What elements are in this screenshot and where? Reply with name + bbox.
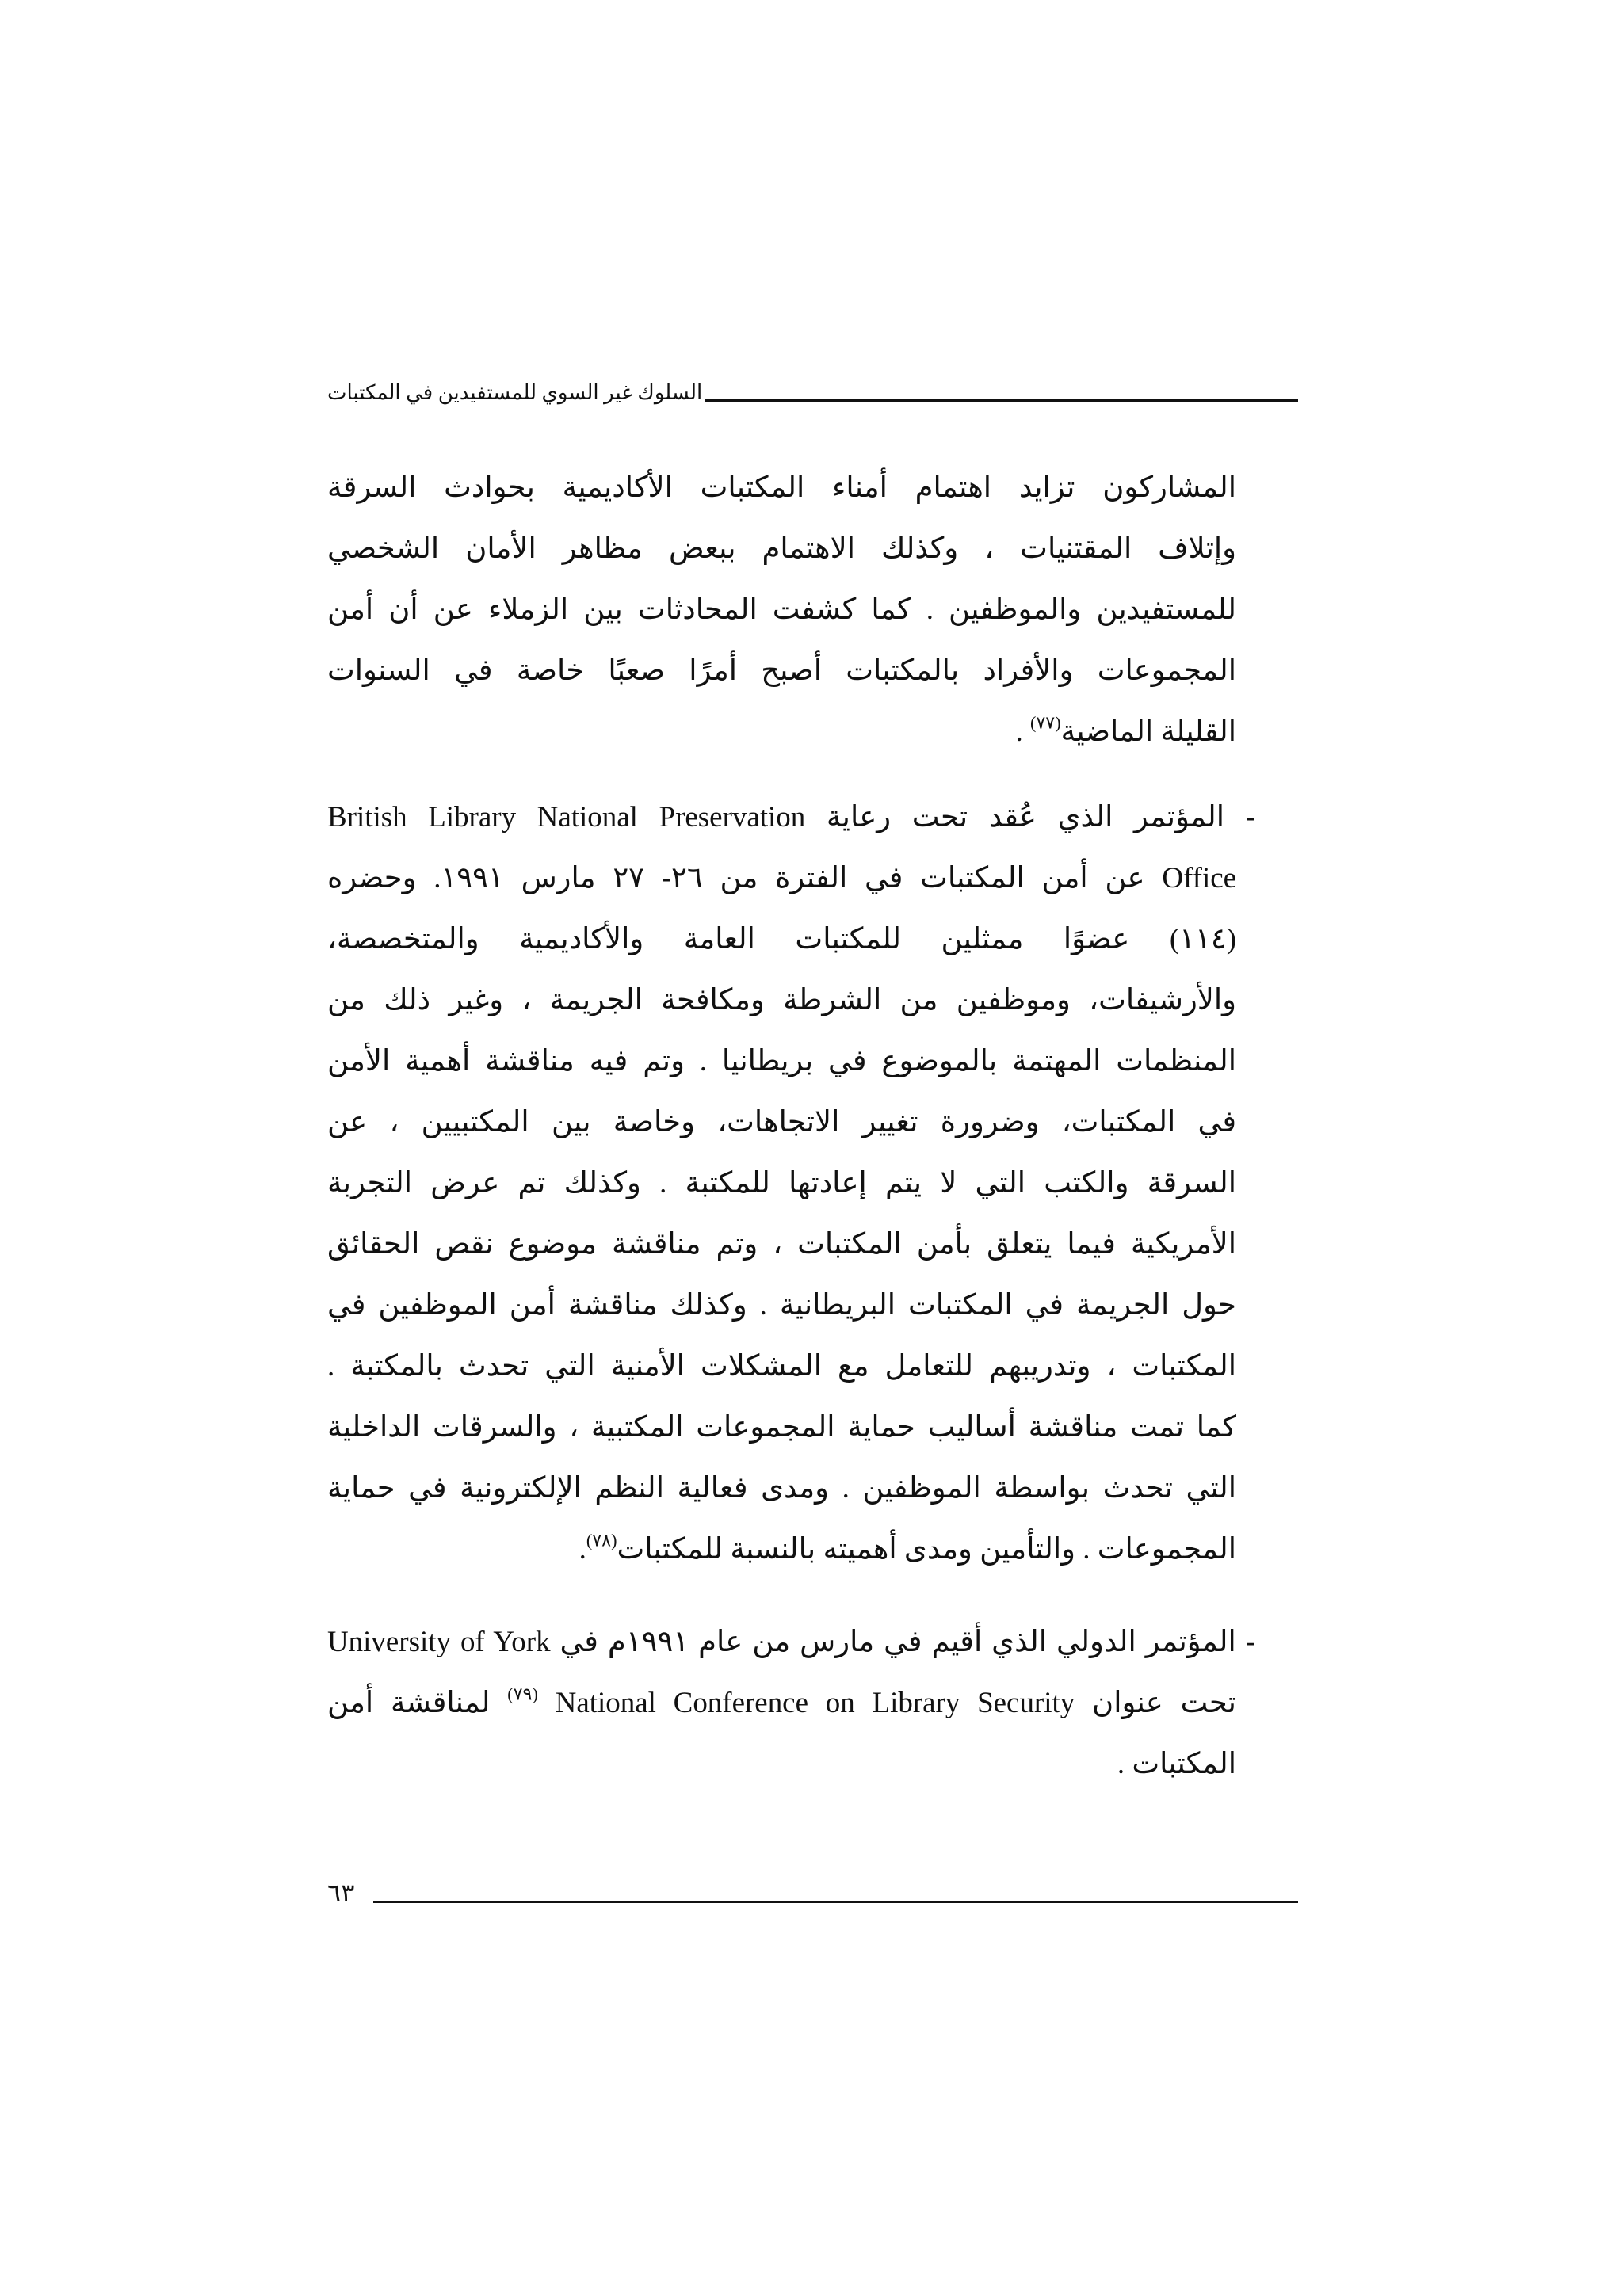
text-line [327,1396,1236,1457]
paragraph [327,786,1255,1579]
line-content [327,1105,1236,1138]
line-content [579,1532,1236,1565]
line-text: التي تحدث بواسطة الموظفين . ومدى فعالية النظم الإلكترونية في حماية [327,1471,1236,1504]
running-header-title: السلوك غير السوي للمستفيدين في المكتبات [327,381,703,404]
line-text: القليلة الماضية [1060,715,1236,747]
text-line [327,786,1255,847]
line-text: المشاركون تزايد اهتمام أمناء المكتبات الأكاديمية بحوادث السرقة [327,471,1236,503]
text-line [327,700,1236,761]
line-content [327,1044,1236,1077]
text-line [327,1335,1236,1396]
line-content [327,532,1236,564]
text-line [327,517,1236,578]
line-text: للمستفيدين والموظفين . كما كشفت المحادثات بين الزملاء عن أن أمن [327,593,1236,625]
line-text: المجموعات والأفراد بالمكتبات أصبح أمرًا صعبًا خاصة في السنوات [327,654,1236,686]
text-line [327,1733,1236,1794]
line-text: والأرشيفات، وموظفين من الشرطة ومكافحة الجريمة ، وغير ذلك من [327,983,1236,1016]
text-line [327,1457,1236,1518]
line-text: الأمريكية فيما يتعلق بأمن المكتبات ، وتم مناقشة موضوع نقص الحقائق [327,1227,1236,1260]
footnote-ref: (٧٨) [586,1530,617,1550]
body-text [327,0,1255,2296]
line-text: المنظمات المهتمة بالموضوع في بريطانيا . وتم فيه مناقشة أهمية الأمن [327,1044,1236,1077]
text-line [327,1091,1236,1152]
text-line [327,1213,1236,1274]
line-text: (١١٤) عضوًا ممثلين للمكتبات العامة والأكاديمية والمتخصصة، [327,922,1236,955]
line-tail: . [1015,715,1031,747]
text-line [327,1672,1236,1733]
line-content [327,1288,1236,1321]
footnote-ref: (٧٩) [507,1684,538,1704]
line-content [327,1625,1255,1657]
line-content [327,471,1236,503]
line-content [1117,1747,1236,1779]
line-content [327,922,1236,955]
line-content [327,593,1236,625]
line-content [327,1166,1236,1199]
paragraph [327,456,1236,761]
line-text: المكتبات . [1117,1747,1236,1779]
line-text: - المؤتمر الدولي الذي أقيم في مارس من عام ١٩٩١م في University of York [327,1625,1255,1657]
text-line [327,578,1236,639]
line-text: - المؤتمر الذي عُقد تحت رعاية British Library National Preservation [327,800,1255,833]
line-content [327,861,1236,894]
text-line [327,456,1236,517]
text-line [327,908,1236,969]
line-text: السرقة والكتب التي لا يتم إعادتها للمكتبة . وكذلك تم عرض التجربة [327,1166,1236,1199]
text-line [327,639,1236,700]
line-tail: . [579,1532,586,1565]
line-text: تحت عنوان National Conference on Library Security [537,1686,1236,1718]
line-text: Office عن أمن المكتبات في الفترة من ٢٦- ٢٧ مارس ١٩٩١. وحضره [327,861,1237,894]
text-line [327,969,1236,1030]
line-content [327,1686,1236,1718]
line-content [327,983,1236,1016]
line-content [327,800,1255,833]
footer-rule [373,1901,1298,1903]
page-number: ٦٣ [327,1878,355,1907]
line-text: كما تمت مناقشة أساليب حماية المجموعات المكتبية ، والسرقات الداخلية [327,1410,1236,1443]
line-text: المجموعات . والتأمين ومدى أهميته بالنسبة للمكتبات [617,1532,1236,1565]
text-line [327,1274,1236,1335]
line-tail: لمناقشة أمن [327,1686,508,1718]
line-content [327,1410,1236,1443]
text-line [327,847,1236,908]
text-line [327,1030,1236,1091]
line-text: المكتبات ، وتدريبهم للتعامل مع المشكلات الأمنية التي تحدث بالمكتبة . [327,1349,1236,1382]
line-content [327,654,1236,686]
text-line [327,1518,1236,1579]
line-text: في المكتبات، وضرورة تغيير الاتجاهات، وخاصة بين المكتبيين ، عن [327,1105,1236,1138]
footnote-ref: (٧٧) [1030,712,1061,733]
page-footer [327,1875,1298,1911]
line-content [1015,712,1236,747]
line-content [327,1349,1236,1382]
line-text: حول الجريمة في المكتبات البريطانية . وكذلك مناقشة أمن الموظفين في [327,1288,1236,1321]
line-content [327,1471,1236,1504]
paragraph [327,1611,1255,1794]
text-line [327,1611,1255,1672]
text-line [327,1152,1236,1213]
line-content [327,1227,1236,1260]
line-text: وإتلاف المقتنيات ، وكذلك الاهتمام ببعض مظاهر الأمان الشخصي [327,532,1236,564]
